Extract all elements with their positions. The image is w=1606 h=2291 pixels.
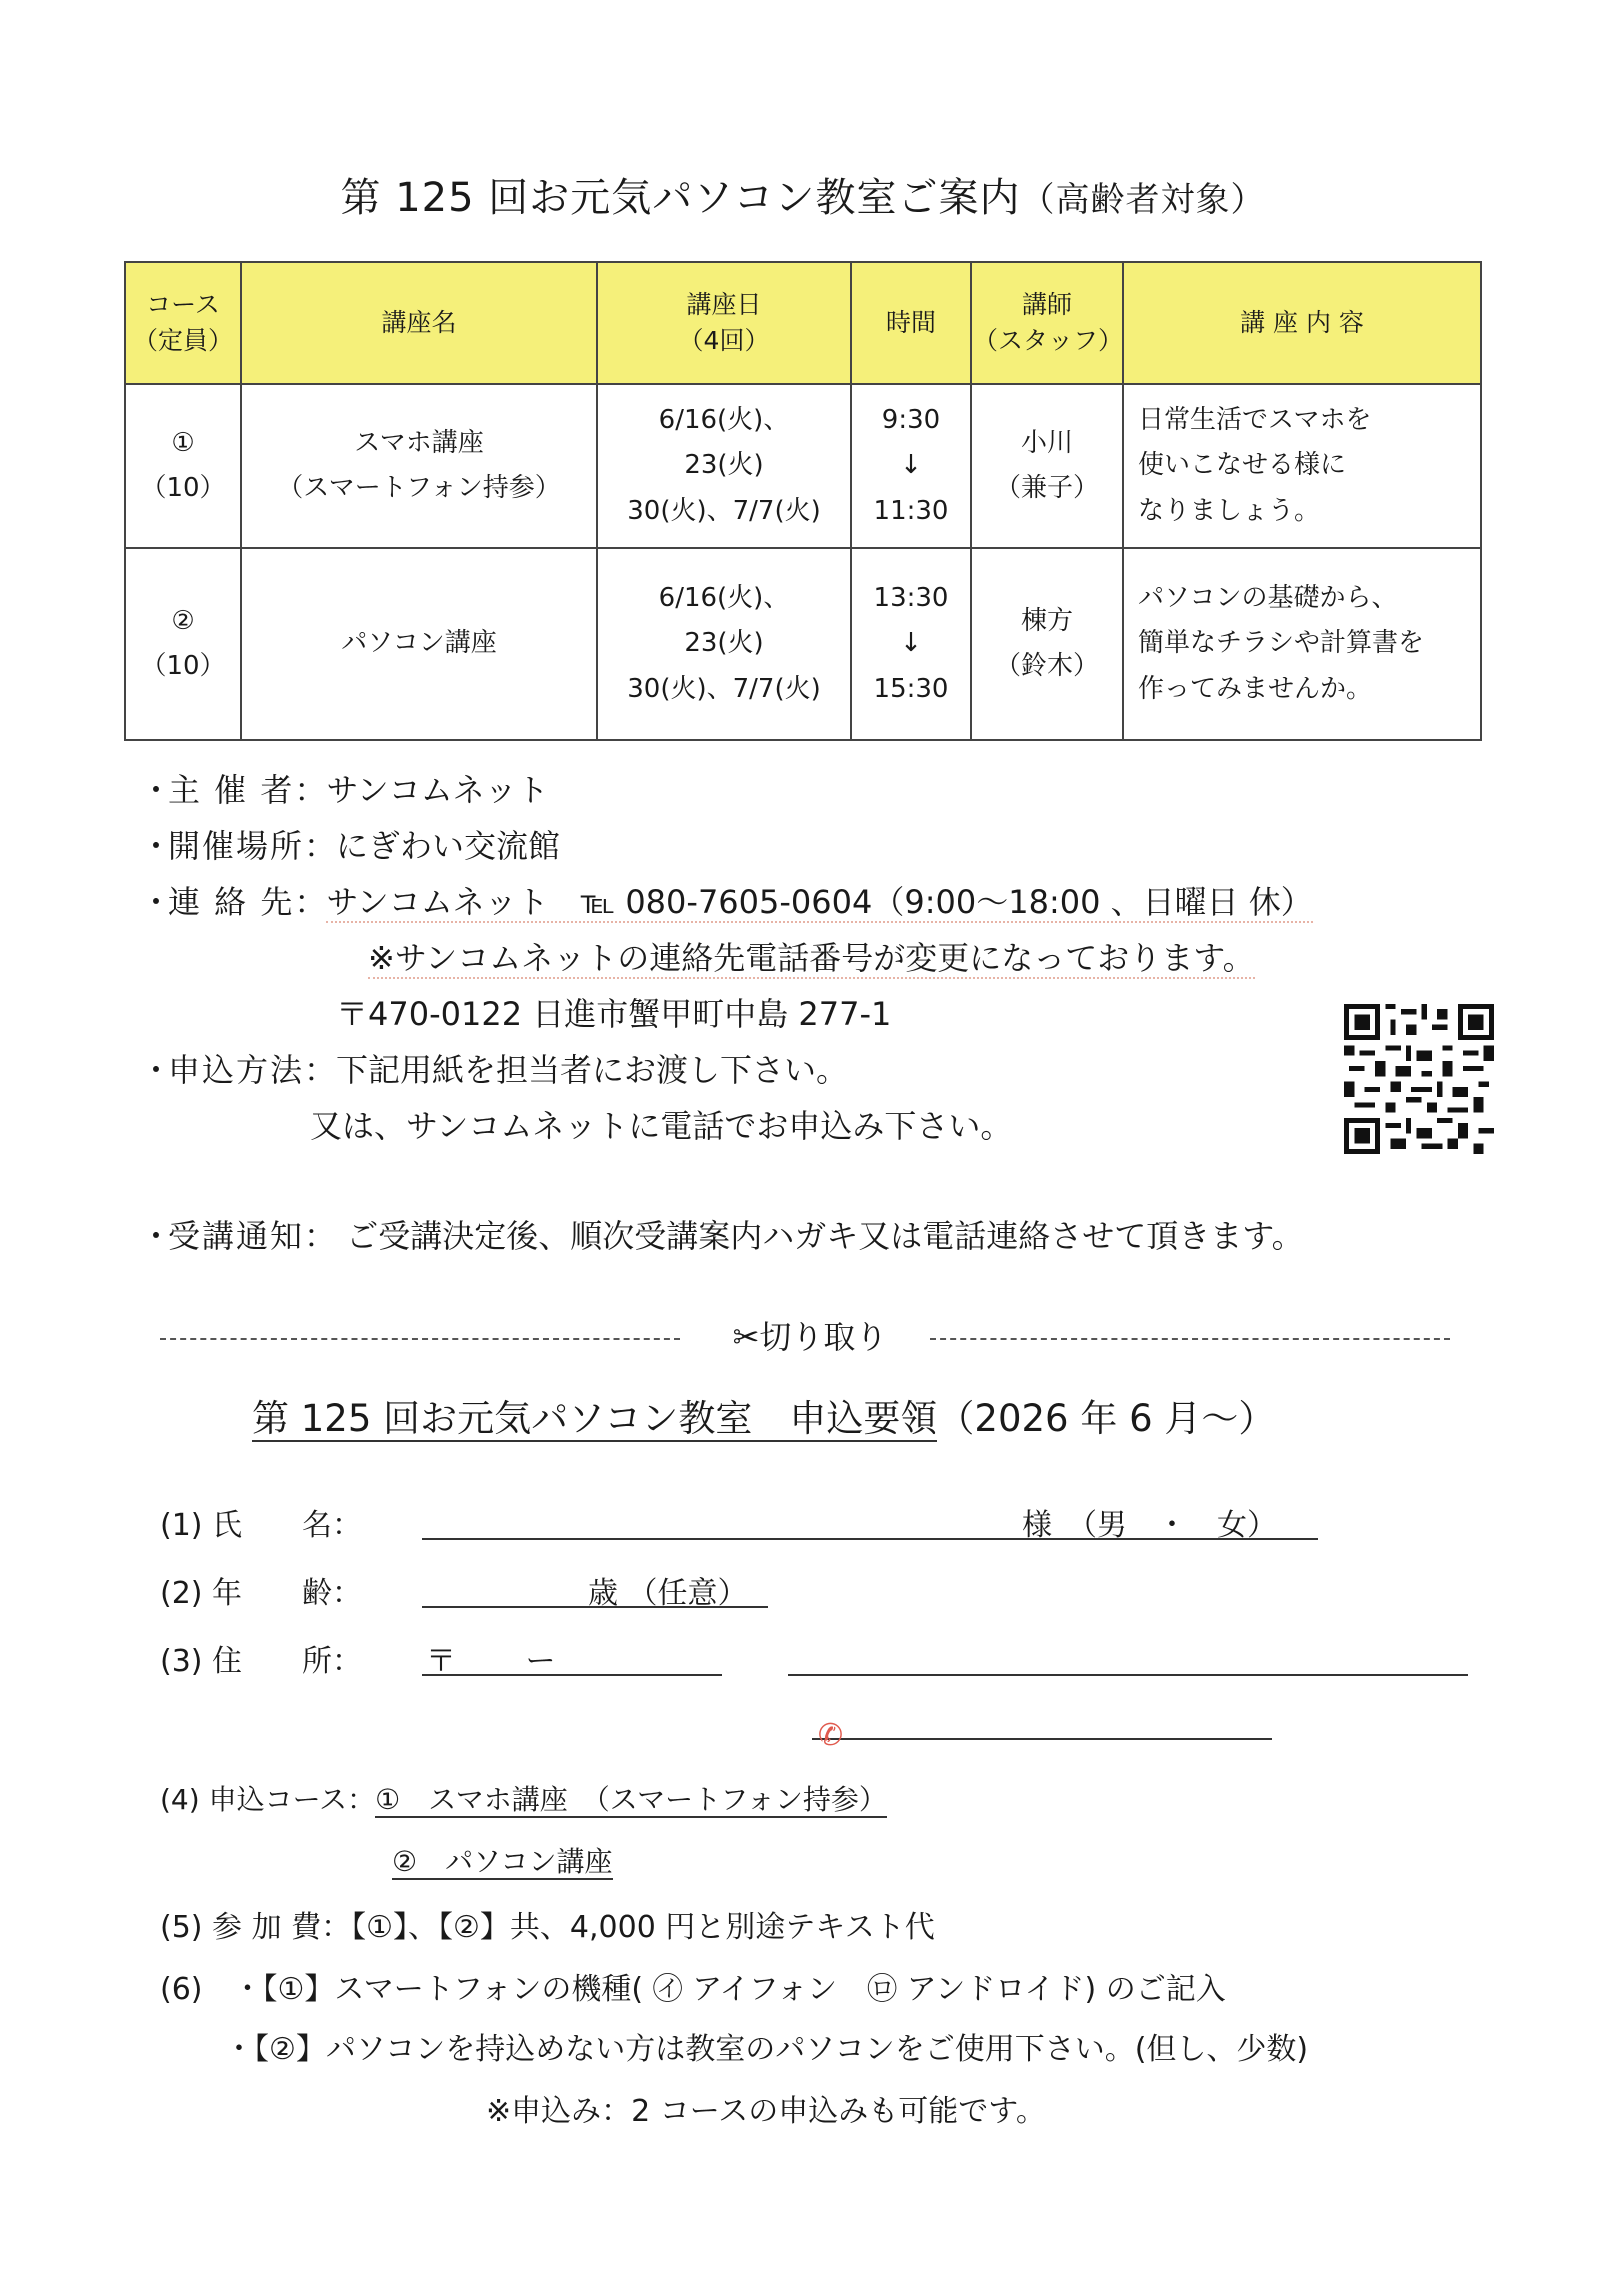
address: 〒470-0122 日進市蟹甲町中島 277-1: [336, 995, 892, 1033]
organizer-row: ・主 催 者：サンコムネット: [140, 762, 1313, 818]
age-row: [160, 1568, 362, 1612]
cell-content: 日常生活でスマホを 使いこなせる様に なりましょう。: [1123, 384, 1481, 548]
notice-row: ・受講通知： ご受講決定後、順次受講案内ハガキ又は電話連絡させて頂きます。: [140, 1208, 1313, 1264]
header-course: コース （定員）: [125, 262, 241, 384]
name-suffix: 様 （男 ・ 女）: [1022, 1508, 1277, 1543]
fee-row: (5) 参 加 費：【①】、【②】共、4,000 円と別途テキスト代: [160, 1910, 935, 1945]
course-table: [124, 261, 1482, 741]
table-row: [125, 384, 1481, 548]
apply-value-2: 又は、サンコムネットに電話でお申込み下さい。: [310, 1107, 1013, 1145]
zip-prefix: 〒 ー: [426, 1644, 556, 1679]
cell-name: パソコン講座: [241, 548, 597, 740]
venue-label: 開催場所: [168, 827, 305, 865]
course-option-1[interactable]: ① スマホ講座 （スマートフォン持参）: [375, 1783, 887, 1816]
address-field[interactable]: [788, 1636, 1468, 1676]
name-label: (1) 氏 名：: [160, 1508, 363, 1543]
name-row: [160, 1500, 362, 1544]
note-6a: (6) ・【①】スマートフォンの機種( ㋑ アイフォン ㋺ アンドロイド) のご記入: [160, 1972, 1226, 2007]
course-option-2[interactable]: ② パソコン講座: [392, 1845, 613, 1878]
cut-line: [160, 1312, 1450, 1364]
header-content: 講 座 内 容: [1123, 262, 1481, 384]
contact-value: サンコムネット ℡ 080-7605-0604（9:00～18:00 、日曜日 休）: [326, 883, 1313, 921]
cell-time: 9:30 ↓ 11:30: [851, 384, 971, 548]
contact-label: 連 絡 先: [168, 883, 295, 921]
address-row: [160, 1636, 362, 1680]
phone-field[interactable]: [812, 1700, 1272, 1740]
apply-value-1: 下記用紙を担当者にお渡し下さい。: [336, 1051, 849, 1089]
qr-code-icon: [1344, 1004, 1494, 1154]
venue-value: にぎわい交流館: [336, 827, 561, 865]
address-label: (3) 住 所：: [160, 1644, 363, 1679]
apply-row: ・申込方法：下記用紙を担当者にお渡し下さい。: [140, 1042, 1313, 1098]
table-header-row: [125, 262, 1481, 384]
cell-course: ① （10）: [125, 384, 241, 548]
cell-dates: 6/16(火)、 23(火) 30(火)、7/7(火): [597, 548, 851, 740]
age-suffix: 歳 （任意）: [588, 1576, 748, 1611]
notice-label: 受講通知: [168, 1217, 305, 1255]
header-date: 講座日 （4回）: [597, 262, 851, 384]
course-option-2-row: [392, 1840, 613, 1880]
cell-content: パソコンの基礎から、 簡単なチラシや計算書を 作ってみませんか。: [1123, 548, 1481, 740]
course-label: (4) 申込コース：: [160, 1783, 376, 1816]
apply-label: 申込方法: [168, 1051, 305, 1089]
cell-dates: 6/16(火)、 23(火) 30(火)、7/7(火): [597, 384, 851, 548]
cell-teacher: 棟方 （鈴木）: [971, 548, 1123, 740]
form-title: 第 125 回お元気パソコン教室 申込要領（2026 年 6 月～）: [252, 1397, 1276, 1440]
notice-value: ご受講決定後、順次受講案内ハガキ又は電話連絡させて頂きます。: [346, 1217, 1304, 1255]
age-label: (2) 年 齢：: [160, 1576, 363, 1611]
table-row: [125, 548, 1481, 740]
note-6c: ※申込み：2 コースの申込みも可能です。: [486, 2094, 1046, 2129]
header-teacher: 講師 （スタッフ）: [971, 262, 1123, 384]
contact-note: ※サンコムネットの連絡先電話番号が変更になっております。: [368, 939, 1255, 977]
cell-course: ② （10）: [125, 548, 241, 740]
info-section: [140, 762, 1313, 1264]
phone-icon: ✆: [818, 1718, 844, 1753]
venue-row: ・開催場所：にぎわい交流館: [140, 818, 1313, 874]
cell-teacher: 小川 （兼子）: [971, 384, 1123, 548]
header-time: 時間: [851, 262, 971, 384]
cut-label: ✂切り取り: [732, 1318, 888, 1356]
cell-time: 13:30 ↓ 15:30: [851, 548, 971, 740]
header-name: 講座名: [241, 262, 597, 384]
organizer-value: サンコムネット: [326, 771, 549, 809]
note-6b: ・【②】パソコンを持込めない方は教室のパソコンをご使用下さい。(但し、少数): [224, 2032, 1309, 2067]
page-title: 第 125 回お元気パソコン教室ご案内（高齢者対象）: [340, 175, 1266, 221]
cell-name: スマホ講座 （スマートフォン持参）: [241, 384, 597, 548]
contact-row: ・連 絡 先：サンコムネット ℡ 080-7605-0604（9:00～18:00 、日曜日 休）: [140, 874, 1313, 930]
organizer-label: 主 催 者: [168, 771, 295, 809]
course-row: [160, 1778, 887, 1818]
